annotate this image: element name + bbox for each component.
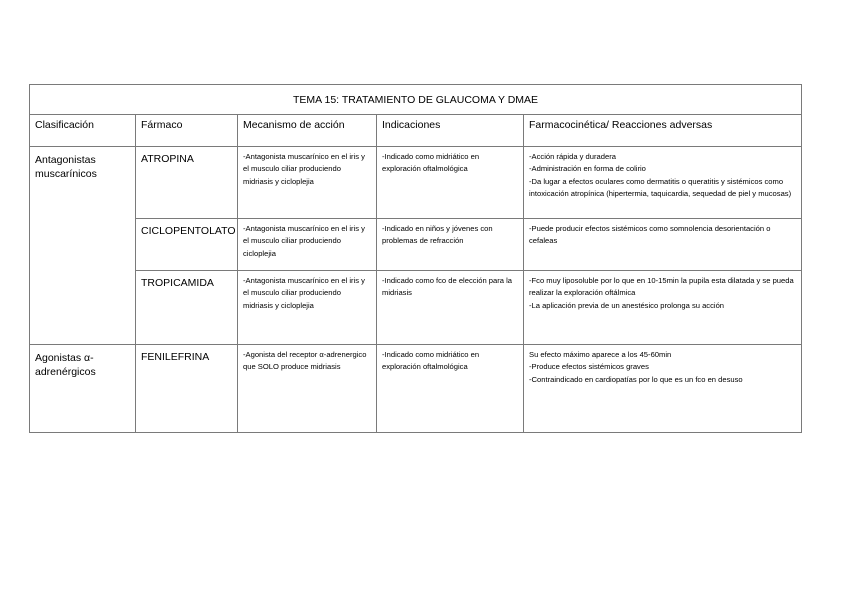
indications-cell: -Indicado como fco de elección para la midriasis — [377, 271, 524, 345]
mechanism-cell: -Antagonista muscarínico en el iris y el musculo ciliar produciendo midriasis y cicloplejia — [238, 147, 377, 219]
pk-item: -Puede producir efectos sistémicos como somnolencia desorientación o cefaleas — [529, 224, 771, 246]
header-farmaco: Fármaco — [136, 115, 238, 147]
indications-cell: -Indicado en niños y jóvenes con problemas de refracción — [377, 219, 524, 271]
header-indicaciones: Indicaciones — [377, 115, 524, 147]
table-row — [30, 219, 802, 271]
table-row — [30, 271, 802, 345]
pk-item: -Fco muy liposoluble por lo que en 10-15min la pupila esta dilatada y se pueda realizar la exploración oftálmica — [529, 276, 794, 298]
header-clasificacion: Clasificación — [30, 115, 136, 147]
mechanism-cell: -Agonista del receptor α-adrenergico que SOLO produce midriasis — [238, 345, 377, 433]
classification-cell: Agonistas α-adrenérgicos — [30, 345, 136, 433]
header-mecanismo: Mecanismo de acción — [238, 115, 377, 147]
treatment-table — [29, 84, 802, 433]
mechanism-cell: -Antagonista muscarínico en el iris y el musculo ciliar produciendo cicloplejia — [238, 219, 377, 271]
pk-item: -Produce efectos sistémicos graves — [529, 362, 649, 372]
classification-cell: Antagonistas muscarínicos — [30, 147, 136, 345]
pk-item: -La aplicación previa de un anestésico prolonga su acción — [529, 300, 725, 310]
drug-name: TROPICAMIDA — [136, 271, 238, 345]
pk-cell — [524, 147, 802, 219]
table-title: TEMA 15: TRATAMIENTO DE GLAUCOMA Y DMAE — [30, 85, 802, 115]
table-row — [30, 345, 802, 433]
drug-name: FENILEFRINA — [136, 345, 238, 433]
table-row — [30, 147, 802, 219]
indications-cell: -Indicado como midriático en exploración oftalmológica — [377, 345, 524, 433]
document-page — [29, 84, 801, 433]
drug-name: CICLOPENTOLATO — [136, 219, 238, 271]
drug-name: ATROPINA — [136, 147, 238, 219]
pk-item: -Da lugar a efectos oculares como dermatitis o queratitis y sistémicos como intoxicación atropínica (hipertermia, taquicardia, sequedad de piel y mucosas) — [529, 176, 792, 199]
pk-cell — [524, 345, 802, 433]
header-farmacocinetica: Farmacocinética/ Reacciones adversas — [524, 115, 802, 147]
indications-cell: -Indicado como midriático en exploración oftalmológica — [377, 147, 524, 219]
pk-item: -Contraindicado en cardiopatías por lo que es un fco en desuso — [529, 374, 743, 384]
pk-item: -Administración en forma de colirio — [529, 164, 646, 174]
pk-cell — [524, 271, 802, 345]
mechanism-cell: -Antagonista muscarínico en el iris y el musculo ciliar produciendo midriasis y cicloplejia — [238, 271, 377, 345]
header-row — [30, 115, 802, 147]
pk-cell — [524, 219, 802, 271]
pk-item: Su efecto máximo aparece a los 45-60min — [529, 350, 672, 359]
pk-item: -Acción rápida y duradera — [529, 152, 616, 161]
title-row — [30, 85, 802, 115]
